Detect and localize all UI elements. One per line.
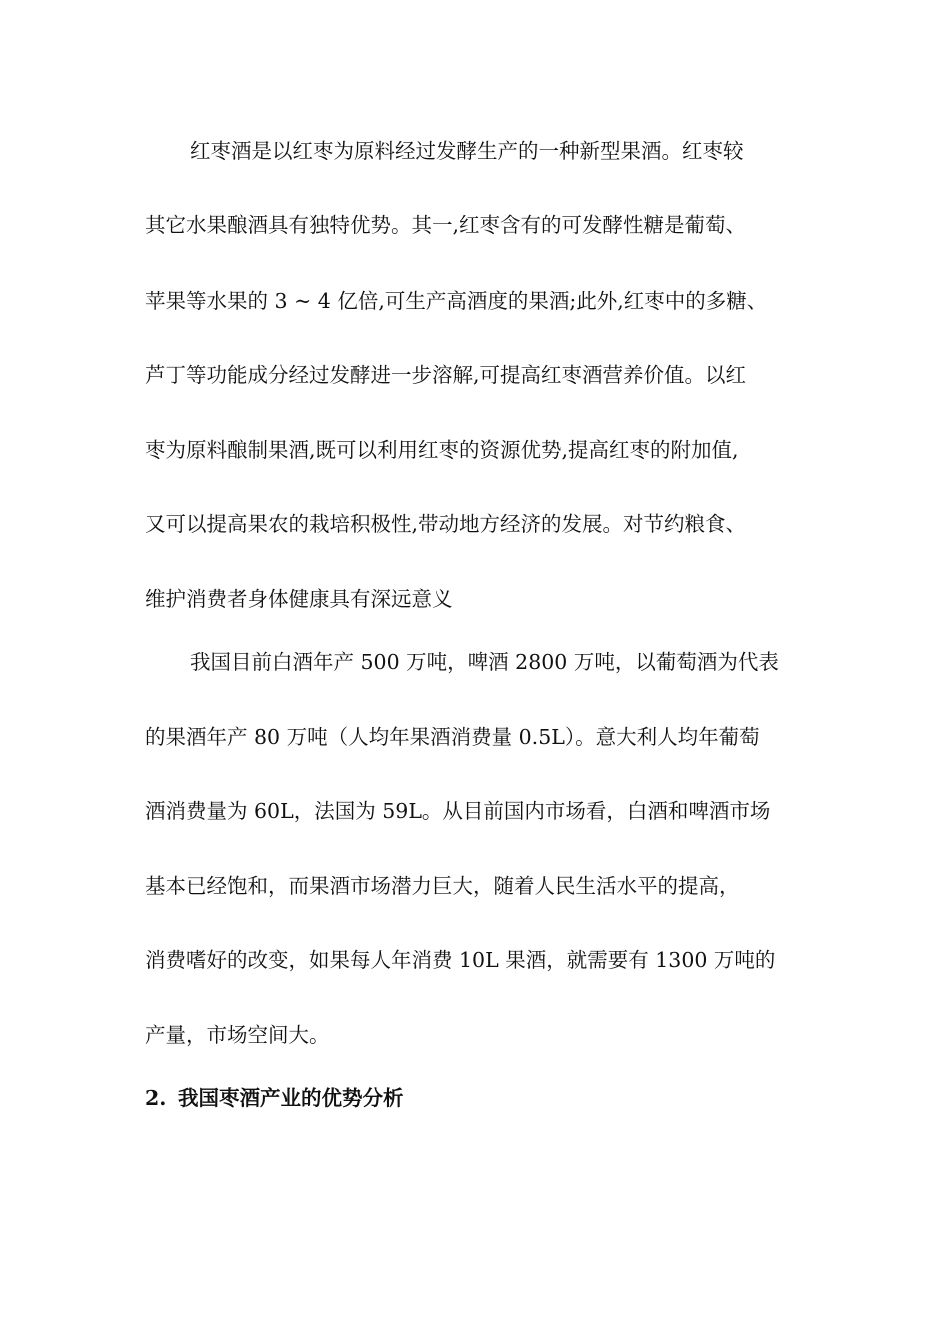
paragraph-2-line-5: 消费嗜好的改变，如果每人年消费 10L 果酒，就需要有 1300 万吨的: [145, 948, 776, 972]
paragraph-1-line-7: 维护消费者身体健康具有深远意义: [145, 587, 453, 611]
paragraph-2-line-2: 的果酒年产 80 万吨（人均年果酒消费量 0.5L）。意大利人均年葡萄: [145, 725, 760, 749]
paragraph-1-line-3: 苹果等水果的 3 ~ 4 亿倍,可生产高酒度的果酒;此外,红枣中的多糖、: [145, 289, 768, 313]
paragraph-2-line-6: 产量，市场空间大。: [145, 1023, 330, 1047]
paragraph-2-line-3: 酒消费量为 60L，法国为 59L。从目前国内市场看，白酒和啤酒市场: [145, 799, 771, 823]
paragraph-2-line-1: 我国目前白酒年产 500 万吨，啤酒 2800 万吨，以葡萄酒为代表: [190, 650, 779, 674]
paragraph-2-line-4: 基本已经饱和，而果酒市场潜力巨大，随着人民生活水平的提高，: [145, 874, 740, 898]
section-heading-title: 我国枣酒产业的优势分析: [178, 1086, 404, 1110]
paragraph-1-line-5: 枣为原料酿制果酒,既可以利用红枣的资源优势,提高红枣的附加值,: [145, 438, 739, 462]
paragraph-1-line-4: 芦丁等功能成分经过发酵进一步溶解,可提高红枣酒营养价值。以红: [145, 363, 747, 387]
paragraph-1-line-6: 又可以提高果农的栽培积极性,带动地方经济的发展。对节约粮食、: [145, 512, 747, 536]
paragraph-1-line-2: 其它水果酿酒具有独特优势。其一,红枣含有的可发酵性糖是葡萄、: [145, 213, 747, 237]
paragraph-1-line-1: 红枣酒是以红枣为原料经过发酵生产的一种新型果酒。红枣较: [190, 139, 744, 163]
section-heading-number: 2.: [145, 1086, 167, 1110]
section-heading: [145, 1084, 404, 1112]
